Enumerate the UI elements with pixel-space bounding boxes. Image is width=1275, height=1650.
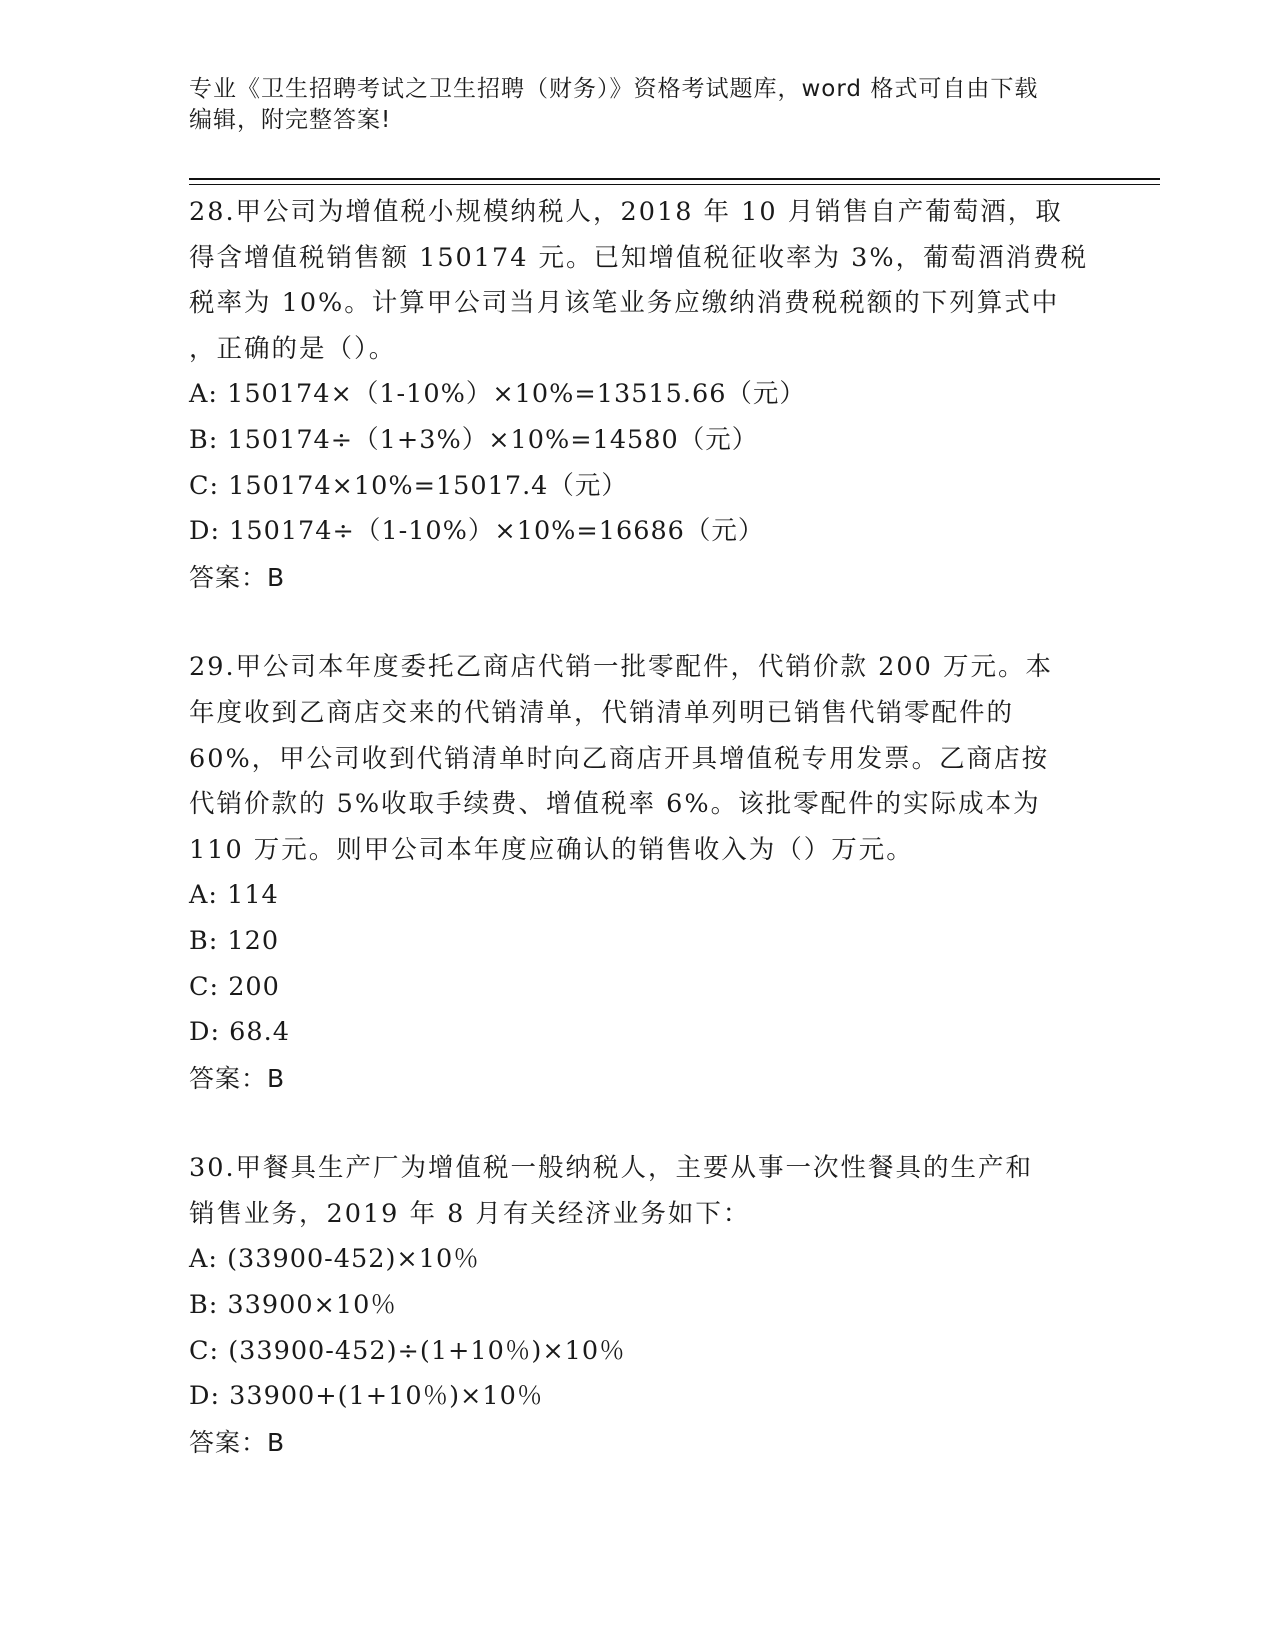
- question-text-line: 110 万元。则甲公司本年度应确认的销售收入为（）万元。: [189, 834, 914, 865]
- spacer: [189, 1101, 1089, 1146]
- header-divider-thick: [189, 178, 1160, 180]
- spacer: [189, 600, 1089, 645]
- question-text-line: 29.甲公司本年度委托乙商店代销一批零配件，代销价款 200 万元。本: [189, 652, 1053, 683]
- option-d: D: 150174÷（1-10%）×10%=16686（元）: [189, 516, 765, 547]
- question-list: [189, 190, 1089, 1465]
- question-text-line: 30.甲餐具生产厂为增值税一般纳税人，主要从事一次性餐具的生产和: [189, 1153, 1034, 1184]
- question-text-line: 代销价款的 5%收取手续费、增值税率 6%。该批零配件的实际成本为: [189, 789, 1041, 820]
- option-b: B: 150174÷（1+3%）×10%=14580（元）: [189, 424, 759, 455]
- header-line-1: 专业《卫生招聘考试之卫生招聘（财务）》资格考试题库，word 格式可自由下载: [189, 76, 1039, 102]
- header-line-2: 编辑，附完整答案!: [189, 107, 392, 133]
- option-c: C: 150174×10%=15017.4（元）: [189, 470, 628, 501]
- question-text-line: 得含增值税销售额 150174 元。已知增值税征收率为 3%，葡萄酒消费税: [189, 242, 1089, 273]
- option-a: A: (33900-452)×10％: [189, 1244, 480, 1275]
- question-29: [189, 645, 1089, 1101]
- option-b: B: 33900×10％: [189, 1290, 397, 1321]
- question-text-line: 60%，甲公司收到代销清单时向乙商店开具增值税专用发票。乙商店按: [189, 743, 1050, 774]
- answer-label: 答案：B: [189, 1427, 286, 1457]
- option-b: B: 120: [189, 925, 280, 956]
- option-d: D: 33900+(1+10％)×10％: [189, 1381, 544, 1412]
- option-a: A: 150174×（1-10%）×10%=13515.66（元）: [189, 379, 806, 410]
- option-a: A: 114: [189, 880, 279, 911]
- question-text-line: 销售业务，2019 年 8 月有关经济业务如下：: [189, 1198, 751, 1229]
- question-28: [189, 190, 1089, 600]
- question-text-line: 年度收到乙商店交来的代销清单，代销清单列明已销售代销零配件的: [189, 697, 1015, 728]
- question-30: [189, 1146, 1089, 1465]
- question-text-line: 税率为 10%。计算甲公司当月该笔业务应缴纳消费税税额的下列算式中: [189, 288, 1060, 319]
- header-divider-thin: [189, 184, 1160, 185]
- option-c: C: 200: [189, 971, 280, 1002]
- question-text-line: 28.甲公司为增值税小规模纳税人，2018 年 10 月销售自产葡萄酒，取: [189, 197, 1063, 227]
- option-c: C: (33900-452)÷(1+10％)×10％: [189, 1335, 626, 1366]
- document-header: [189, 74, 1069, 136]
- option-d: D: 68.4: [189, 1017, 290, 1048]
- answer-label: 答案：B: [189, 1063, 286, 1093]
- answer-label: 答案：B: [189, 562, 286, 592]
- question-text-line: ，正确的是（）。: [189, 333, 397, 364]
